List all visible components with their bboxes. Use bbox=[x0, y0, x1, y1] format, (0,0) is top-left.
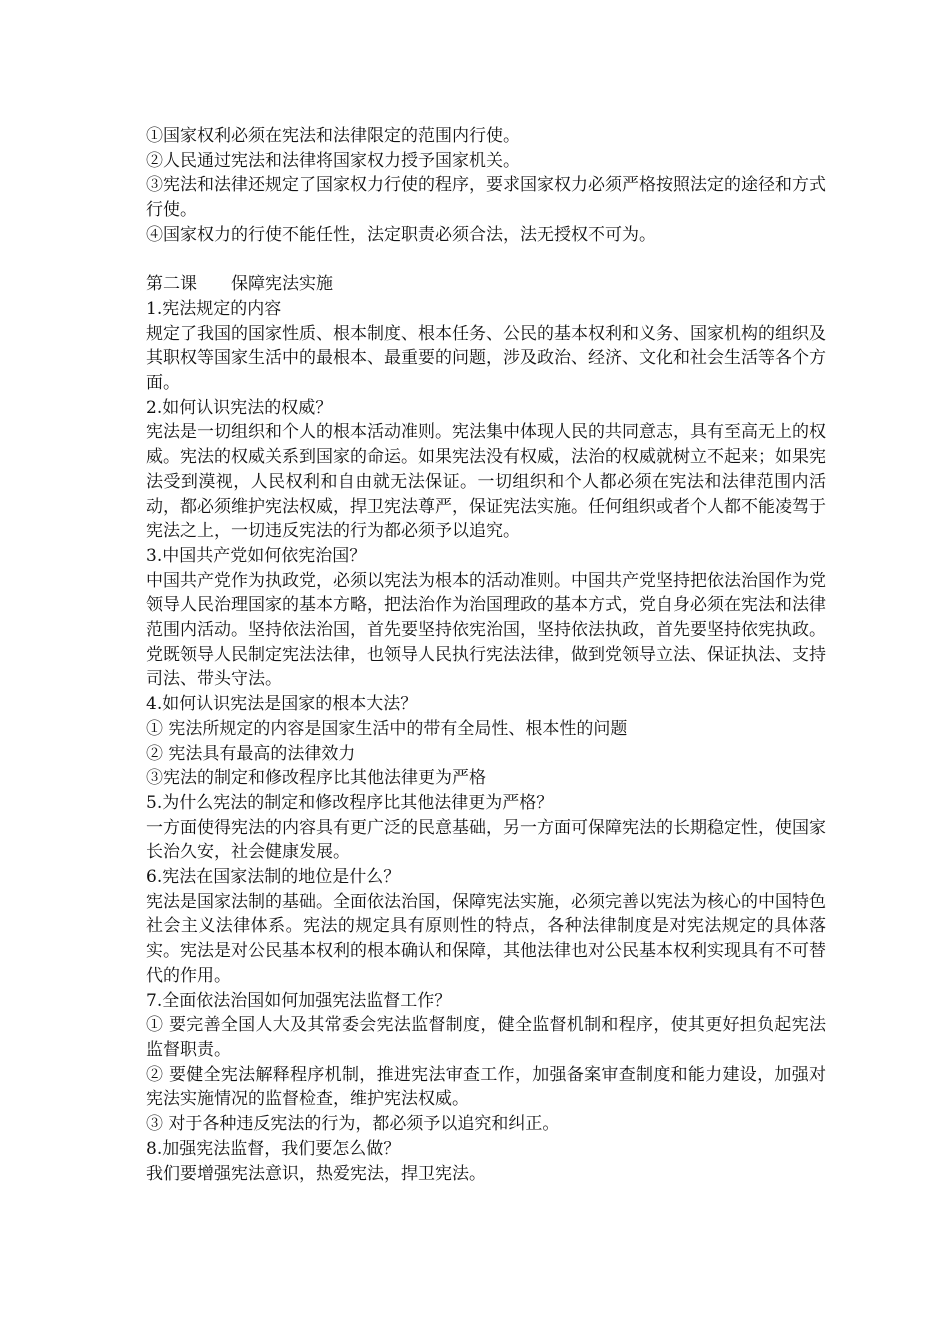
section-5 bbox=[146, 791, 826, 865]
section-body: 规定了我国的国家性质、根本制度、根本任务、公民的基本权利和义务、国家机构的组织及其职权等国家生活中的最根本、最重要的问题，涉及政治、经济、文化和社会生活等各个方面。 bbox=[146, 323, 826, 394]
section-heading: 3.中国共产党如何依宪治国？ bbox=[146, 545, 367, 566]
section-heading: 6.宪法在国家法制的地位是什么？ bbox=[146, 867, 401, 888]
section-heading: 2.如何认识宪法的权威？ bbox=[146, 397, 333, 418]
list-item: ① 宪法所规定的内容是国家生活中的带有全局性、根本性的问题 bbox=[146, 718, 628, 739]
top-list bbox=[146, 124, 826, 248]
section-body: 宪法是一切组织和个人的根本活动准则。宪法集中体现人民的共同意志，具有至高无上的权威。宪法的权威关系到国家的命运。如果宪法没有权威，法治的权威就树立不起来；如果宪法受到漠视，人民权利和自由就无法保证。一切组织和个人都必须在宪法和法律范围内活动，都必须维护宪法权威，捍卫宪法尊严，保证宪法实施。任何组织或者个人都不能凌驾于宪法之上，一切违反宪法的行为都必须予以追究。 bbox=[146, 422, 826, 542]
section-heading: 1.宪法规定的内容 bbox=[146, 298, 282, 319]
section-3 bbox=[146, 544, 826, 692]
list-item: ④国家权力的行使不能任性，法定职责必须合法，法无授权不可为。 bbox=[146, 224, 656, 245]
list-item: ② 宪法具有最高的法律效力 bbox=[146, 743, 356, 764]
section-body: 中国共产党作为执政党，必须以宪法为根本的活动准则。中国共产党坚持把依法治国作为党领导人民治理国家的基本方略，把法治作为治国理政的基本方式，党自身必须在宪法和法律范围内活动。坚持依法治国，首先要坚持依宪治国，坚持依法执政，首先要坚持依宪执政。党既领导人民制定宪法法律，也领导人民执行宪法法律，做到党领导立法、保证执法、支持司法、带头守法。 bbox=[146, 570, 826, 690]
list-item: ③宪法的制定和修改程序比其他法律更为严格 bbox=[146, 768, 486, 789]
lesson-title: 第二课 保障宪法实施 bbox=[146, 274, 333, 295]
list-item: ③宪法和法律还规定了国家权力行使的程序，要求国家权力必须严格按照法定的途径和方式行使。 bbox=[146, 175, 826, 221]
list-item: ① 要完善全国人大及其常委会宪法监督制度，健全监督机制和程序，使其更好担负起宪法监督职责。 bbox=[146, 1015, 826, 1060]
section-6 bbox=[146, 865, 826, 989]
section-body: 一方面使得宪法的内容具有更广泛的民意基础，另一方面可保障宪法的长期稳定性，使国家长治久安，社会健康发展。 bbox=[146, 817, 826, 863]
list-item: ②人民通过宪法和法律将国家权力授予国家机关。 bbox=[146, 150, 520, 171]
document-page bbox=[146, 124, 826, 1186]
list-item: ①国家权利必须在宪法和法律限定的范围内行使。 bbox=[146, 126, 520, 146]
section-7 bbox=[146, 989, 826, 1137]
section-body: 我们要增强宪法意识，热爱宪法，捍卫宪法。 bbox=[146, 1163, 486, 1184]
section-body: 宪法是国家法制的基础。全面依法治国，保障宪法实施，必须完善以宪法为核心的中国特色社会主义法律体系。宪法的规定具有原则性的特点，各种法律制度是对宪法规定的具体落实。宪法是对公民基本权利的根本确认和保障，其他法律也对公民基本权利实现具有不可替代的作用。 bbox=[146, 891, 826, 986]
section-2 bbox=[146, 396, 826, 544]
section-8 bbox=[146, 1137, 826, 1186]
section-4 bbox=[146, 692, 826, 791]
list-item: ② 要健全宪法解释程序机制，推进宪法审查工作，加强备案审查制度和能力建设，加强对宪法实施情况的监督检查，维护宪法权威。 bbox=[146, 1064, 826, 1110]
section-1 bbox=[146, 297, 826, 396]
section-heading: 8.加强宪法监督，我们要怎么做？ bbox=[146, 1138, 401, 1159]
list-item: ③ 对于各种违反宪法的行为，都必须予以追究和纠正。 bbox=[146, 1114, 560, 1135]
section-heading: 7.全面依法治国如何加强宪法监督工作？ bbox=[146, 990, 452, 1011]
section-heading: 4.如何认识宪法是国家的根本大法？ bbox=[146, 694, 418, 715]
blank-line bbox=[146, 248, 826, 273]
section-heading: 5.为什么宪法的制定和修改程序比其他法律更为严格？ bbox=[146, 792, 554, 813]
